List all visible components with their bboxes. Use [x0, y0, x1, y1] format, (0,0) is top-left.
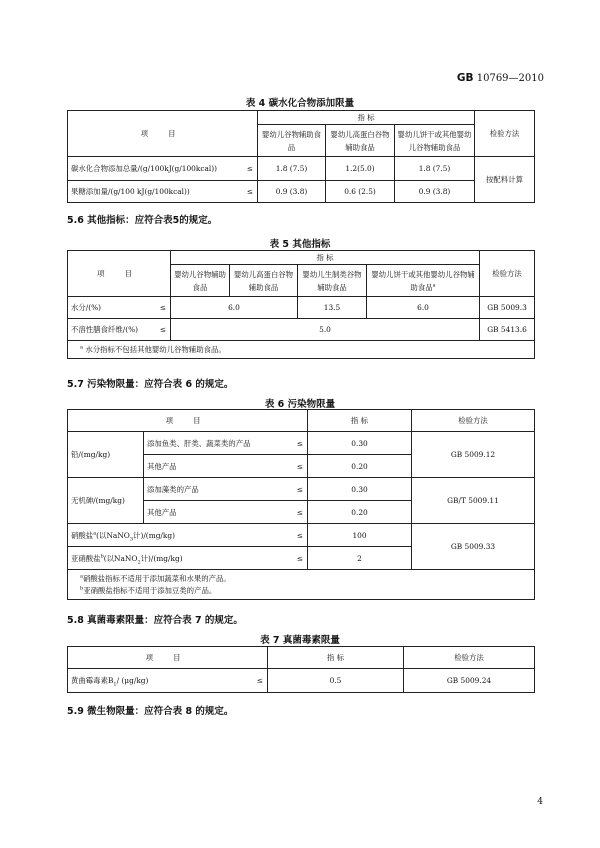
table5-footnote-text: 水分指标不包括其他婴幼儿谷物辅助食品。 — [82, 344, 226, 354]
le-symbol: ≤ — [256, 676, 263, 685]
table6-sub-label — [144, 501, 308, 524]
table7-col-index: 指 标 — [268, 647, 404, 669]
table6-method: GB 5009.12 — [412, 432, 535, 478]
table4-caption: 表 4 碳水化合物添加限量 — [245, 98, 355, 109]
table6-cell: 0.20 — [308, 455, 412, 478]
table4-cell: 1.2(5.0) — [326, 157, 395, 181]
le-symbol: ≤ — [246, 187, 253, 196]
table5-footnote — [68, 341, 535, 359]
table5-subcol: 婴幼儿谷物辅助食品 — [171, 265, 230, 297]
table5-col-index: 指 标 — [171, 251, 480, 265]
table6-col-index: 指 标 — [308, 410, 412, 432]
table5-row-label — [68, 297, 171, 319]
footnote-mark: a — [80, 344, 83, 351]
table6-cell: 0.30 — [308, 478, 412, 501]
table4-subcol: 婴幼儿高蛋白谷物辅助食品 — [326, 125, 395, 157]
table6-sub-label-text: 其他产品 — [147, 461, 177, 471]
table7-cell: 0.5 — [268, 669, 404, 693]
table6-sub-label-text: 其他产品 — [147, 507, 177, 517]
table7-caption: 表 7 真菌毒素限量 — [260, 635, 340, 646]
table5-method: GB 5009.3 — [480, 297, 535, 319]
section-5-9: 5.9 微生物限量：应符合表 8 的规定。 — [67, 706, 234, 717]
table6-nitrate-label — [68, 524, 308, 547]
table5-col-item: 项 目 — [68, 251, 171, 297]
table5-cell: 13.5 — [298, 297, 367, 319]
table6-caption: 表 6 污染物限量 — [264, 399, 336, 410]
table6-col-item: 项 目 — [68, 410, 308, 432]
table5-cell: 6.0 — [367, 297, 480, 319]
table4 — [67, 110, 535, 203]
nitrite-pre: 亚硝酸盐 — [71, 553, 101, 563]
nitrate-pre: 硝酸盐 — [71, 530, 94, 540]
table4-col-method: 检验方法 — [475, 111, 535, 157]
page-header — [457, 72, 544, 84]
table7-method: GB 5009.24 — [404, 669, 535, 693]
table4-cell: 0.9 (3.8) — [258, 181, 326, 203]
table7-col-method: 检验方法 — [404, 647, 535, 669]
section-5-6: 5.6 其他指标：应符合表5的规定。 — [67, 215, 218, 226]
table6-arsenic-label: 无机砷/(mg/kg) — [68, 478, 144, 524]
table6-nitrite-label — [68, 547, 308, 570]
le-symbol: ≤ — [246, 164, 253, 173]
aflatoxin-post: / (μg/kg) — [116, 676, 149, 685]
standard-number: 10769—2010 — [476, 73, 544, 84]
table5-subcol: 婴幼儿高蛋白谷物辅助食品 — [230, 265, 298, 297]
le-symbol: ≤ — [296, 484, 303, 494]
le-symbol: ≤ — [159, 303, 166, 312]
nitrate-mid: (以NaNO — [96, 530, 130, 540]
table6-footnote-b — [80, 585, 532, 597]
table5 — [67, 250, 535, 359]
le-symbol: ≤ — [296, 507, 303, 517]
page-number: 4 — [537, 797, 543, 807]
table4-cell: 0.6 (2.5) — [326, 181, 395, 203]
table6-cell: 0.30 — [308, 432, 412, 455]
table6-sub-label — [144, 478, 308, 501]
table5-method: GB 5413.6 — [480, 319, 535, 341]
footnote-mark: a — [80, 573, 83, 580]
table4-cell: 0.9 (3.8) — [395, 181, 475, 203]
le-symbol: ≤ — [296, 438, 303, 448]
table5-row-label — [68, 319, 171, 341]
standard-code: GB — [456, 72, 474, 84]
table4-col-item: 项 目 — [68, 111, 258, 157]
table6-lead-label: 铅/(mg/kg) — [68, 432, 144, 478]
table5-subcol-text: 婴幼儿饼干或其他婴幼儿谷物辅助食品 — [371, 269, 475, 292]
footnote-mark: b — [80, 585, 84, 592]
table4-cell: 1.8 (7.5) — [395, 157, 475, 181]
table4-cell: 1.8 (7.5) — [258, 157, 326, 181]
table4-method: 按配料计算 — [475, 157, 535, 203]
nitrite-subscript: 2 — [137, 558, 141, 565]
table5-row-label-text: 不溶性膳食纤维/(%) — [71, 325, 139, 334]
table4-row-label-text: 碳水化合物添加总量/(g/100kJ(g/100kcal)) — [71, 164, 218, 173]
table6-footnote-a — [80, 573, 532, 585]
table4-row-label-text: 果糖添加量/(g/100 kJ(g/100kcal)) — [71, 187, 190, 196]
table7-col-item: 项 目 — [68, 647, 268, 669]
table6-footnote-a-text: 硝酸盐指标不适用于添加蔬菜和水果的产品。 — [82, 573, 231, 583]
table4-row-label — [68, 181, 258, 203]
table6-cell: 100 — [308, 524, 412, 547]
table6-sub-label — [144, 455, 308, 478]
table6-footnote — [68, 570, 535, 600]
table7 — [67, 646, 535, 693]
table5-caption: 表 5 其他指标 — [269, 239, 331, 250]
footnote-mark: b — [100, 553, 104, 560]
table4-subcol: 婴幼儿谷物辅助食品 — [258, 125, 326, 157]
aflatoxin-pre: 黄曲霉毒素B — [71, 676, 114, 685]
table6-col-method: 检验方法 — [412, 410, 535, 432]
table6-sub-label-text: 添加鱼类、肝类、蔬菜类的产品 — [147, 438, 251, 448]
table6-sub-label — [144, 432, 308, 455]
table6 — [67, 409, 535, 600]
aflatoxin-subscript: 1 — [113, 681, 117, 688]
table6-method: GB 5009.33 — [412, 524, 535, 570]
nitrate-subscript: 3 — [129, 535, 134, 542]
table5-cell: 6.0 — [171, 297, 298, 319]
table5-col-method: 检验方法 — [480, 251, 535, 297]
nitrite-mid: (以NaNO — [103, 553, 138, 563]
table6-cell: 0.20 — [308, 501, 412, 524]
section-5-8: 5.8 真菌毒素限量：应符合表 7 的规定。 — [67, 615, 243, 626]
table4-row-label — [68, 157, 258, 181]
table5-subcol: 婴幼儿生制类谷物辅助食品 — [298, 265, 367, 297]
nitrate-post: 计)/(mg/kg) — [133, 530, 176, 540]
table5-row-label-text: 水分/(%) — [71, 303, 102, 312]
table6-sub-label-text: 添加藻类的产品 — [147, 484, 199, 494]
le-symbol: ≤ — [296, 553, 303, 563]
table4-subcol: 婴幼儿饼干或其他婴幼儿谷物辅助食品 — [395, 125, 475, 157]
table5-cell: 5.0 — [171, 319, 480, 341]
section-5-7: 5.7 污染物限量：应符合表 6 的规定。 — [67, 379, 234, 390]
table4-col-index: 指 标 — [258, 111, 475, 125]
footnote-mark: a — [93, 530, 97, 537]
le-symbol: ≤ — [296, 530, 303, 540]
le-symbol: ≤ — [159, 325, 166, 334]
table6-method: GB/T 5009.11 — [412, 478, 535, 524]
table6-footnote-b-text: 亚硝酸盐指标不适用于添加豆类的产品。 — [83, 585, 217, 595]
nitrite-post: 计)/(mg/kg) — [140, 553, 183, 563]
table6-cell: 2 — [308, 547, 412, 570]
table5-subcol — [367, 265, 480, 297]
le-symbol: ≤ — [296, 461, 303, 471]
table7-row-label — [68, 669, 268, 693]
footnote-mark: a — [432, 282, 436, 289]
